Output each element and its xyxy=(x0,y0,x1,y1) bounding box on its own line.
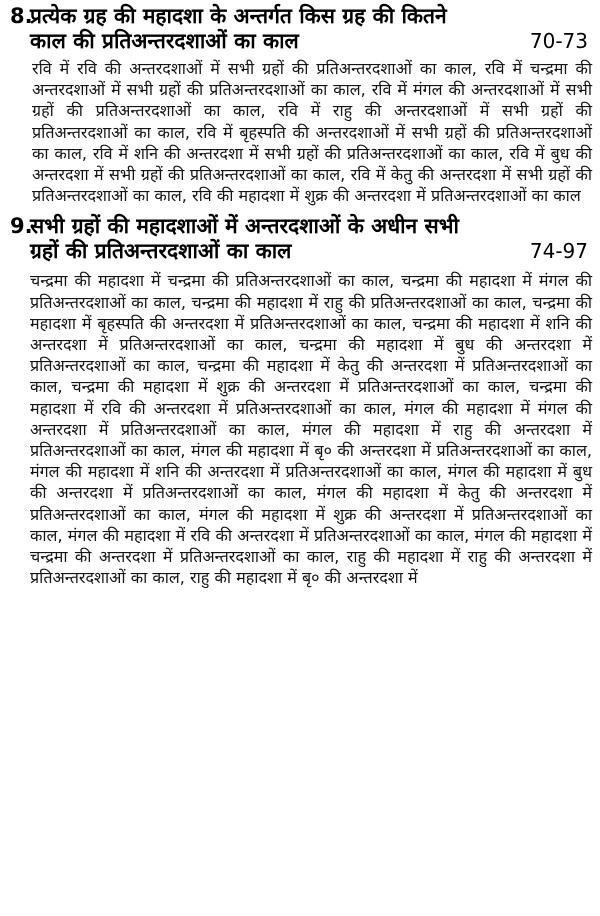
toc-section-8 xyxy=(10,4,592,206)
section-number: 8. xyxy=(10,4,33,28)
section-heading xyxy=(10,214,592,264)
heading-line-2 xyxy=(10,239,592,264)
heading-title-part-2: ग्रहों की प्रतिअन्तरदशाओं का काल xyxy=(30,239,292,264)
section-body: चन्द्रमा की महादशा में चन्द्रमा की प्रतिअन्तरदशाओं का काल, चन्द्रमा की महादशा में मंगल की प्रतिअन्तरदशाओं का काल, चन्द्रमा की महादशा में राहु की प्रतिअन्तरदशाओं का काल, चन्द्रमा की महादशा में बृहस्पति की अन्तरदशा में प्रतिअन्तरदशाओं का काल, चन्द्रमा की महादशा में शनि की अन्तरदशा में प्रतिअन्तरदशाओं का काल, चन्द्रमा की महादशा में बुध की अन्तरदशा में प्रतिअन्तरदशाओं का काल, चन्द्रमा की महादशा में केतु की अन्तरदशा में प्रतिअन्तरदशाओं का काल, चन्द्रमा की महादशा में शुक्र की अन्तरदशा में प्रतिअन्तरदशाओं का काल, चन्द्रमा की महादशा में रवि की अन्तरदशा में प्रतिअन्तरदशाओं का काल, मंगल की महादशा में मंगल की अन्तरदशा में प्रतिअन्तरदशाओं का काल, मंगल की महादशा में राहु की अन्तरदशा में प्रतिअन्तरदशाओं का काल, मंगल की महादशा में बृ० की अन्तरदशा में प्रतिअन्तरदशाओं का काल, मंगल की महादशा में शनि की अन्तरदशा में प्रतिअन्तरदशाओं का काल, मंगल की महादशा में बुध की अन्तरदशा में प्रतिअन्तरदशाओं का काल, मंगल की महादशा में केतु की अन्तरदशा में प्रतिअन्तरदशाओं का काल, मंगल की महादशा में शुक्र की अन्तरदशा में प्रतिअन्तरदशाओं का काल, मंगल की महादशा में रवि की अन्तरदशा में प्रतिअन्तरदशाओं का काल, मंगल की महादशा में चन्द्रमा की अन्तरदशा में प्रतिअन्तरदशाओं का काल, राहु की महादशा में राहु की अन्तरदशा में प्रतिअन्तरदशाओं का काल, राहु की महादशा में बृ० की अन्तरदशा में xyxy=(30,271,592,588)
page-range: 74-97 xyxy=(529,239,588,264)
section-number: 9. xyxy=(10,214,33,239)
toc-section-9 xyxy=(10,214,592,588)
section-body: रवि में रवि की अन्तरदशाओं में सभी ग्रहों की प्रतिअन्तरदशाओं का काल, रवि में चन्द्रमा की अन्तरदशाओं में सभी ग्रहों की प्रतिअन्तरदशाओं का काल, रवि में मंगल की अन्तरदशाओं में सभी ग्रहों की प्रतिअन्तरदशाओं का काल, रवि में राहु की अन्तरदशाओं में सभी ग्रहों की प्रतिअन्तरदशाओं का काल, रवि में बृहस्पति की अन्तरदशाओं में सभी ग्रहों की प्रतिअन्तरदशाओं का काल, रवि में शनि की अन्तरदशा में सभी ग्रहों की प्रतिअन्तरदशाओं का काल, रवि में बुध की अन्तरदशा में सभी ग्रहों की प्रतिअन्तरदशाओं का काल, रवि में केतु की अन्तरदशा में सभी ग्रहों की प्रतिअन्तरदशाओं का काल, रवि की महादशा में शुक्र की अन्तरदशा में प्रतिअन्तरदशाओं का काल xyxy=(32,59,592,206)
section-heading xyxy=(10,4,592,54)
heading-line-1 xyxy=(10,214,592,239)
heading-title-part-1: सभी ग्रहों की महादशाओं में अन्तरदशाओं के अधीन सभी xyxy=(30,214,459,239)
heading-line-2 xyxy=(10,29,592,54)
heading-line-1 xyxy=(10,4,592,29)
heading-title-part-2: काल की प्रतिअन्तरदशाओं का काल xyxy=(30,29,299,53)
page-range: 70-73 xyxy=(529,29,588,53)
heading-title-part-1: प्रत्येक ग्रह की महादशा के अन्तर्गत किस ग्रह की कितने xyxy=(30,4,447,28)
